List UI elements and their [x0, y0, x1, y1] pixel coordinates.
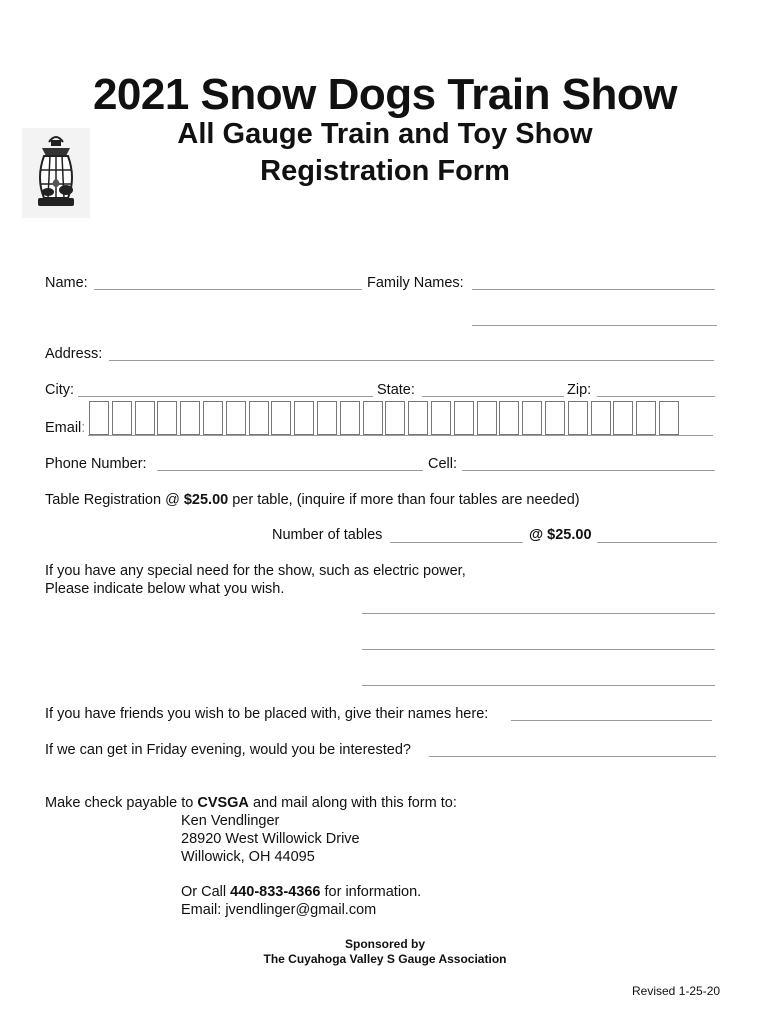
total-field[interactable] [597, 542, 717, 543]
email-char-box[interactable] [180, 401, 200, 435]
form-subtitle: All Gauge Train and Toy Show [177, 118, 593, 150]
special-need-field-2[interactable] [362, 649, 715, 650]
name-label: Name: [45, 275, 88, 291]
email-char-box[interactable] [659, 401, 679, 435]
address-label: Address: [45, 346, 103, 362]
family-names-label: Family Names: [367, 275, 464, 291]
email-char-box[interactable] [545, 401, 565, 435]
mail-name: Ken Vendlinger [181, 813, 280, 829]
table-registration-text: Table Registration @ $25.00 per table, (inquire if more than four tables are needed) [45, 492, 580, 508]
special-need-text: If you have any special need for the show, such as electric power, [45, 563, 466, 579]
city-field[interactable] [78, 396, 373, 397]
payment-instructions: Make check payable to CVSGA and mail along with this form to: [45, 795, 457, 811]
number-of-tables-field[interactable] [390, 542, 523, 543]
sponsor-name: The Cuyahoga Valley S Gauge Association [263, 952, 507, 966]
email-char-box[interactable] [89, 401, 109, 435]
email-char-box[interactable] [340, 401, 360, 435]
zip-field[interactable] [597, 396, 715, 397]
phone-label: Phone Number: [45, 456, 147, 472]
email-char-box[interactable] [385, 401, 405, 435]
form-heading: Registration Form [260, 155, 510, 187]
phone-field[interactable] [157, 470, 423, 471]
email-char-box[interactable] [271, 401, 291, 435]
email-field[interactable] [89, 401, 682, 435]
email-char-box[interactable] [157, 401, 177, 435]
email-char-box[interactable] [249, 401, 269, 435]
email-char-box[interactable] [636, 401, 656, 435]
email-char-box[interactable] [294, 401, 314, 435]
price-per-table: @ $25.00 [529, 527, 592, 543]
state-label: State: [377, 382, 415, 398]
email-char-box[interactable] [454, 401, 474, 435]
email-label: Email: [45, 420, 86, 436]
city-label: City: [45, 382, 74, 398]
family-names-field-2[interactable] [472, 325, 717, 326]
revision-date: Revised 1-25-20 [632, 984, 721, 998]
lantern-icon [22, 128, 90, 218]
contact-email: Email: jvendlinger@gmail.com [181, 902, 377, 918]
family-names-field[interactable] [472, 289, 715, 290]
friends-label: If you have friends you wish to be placed with, give their names here: [45, 706, 489, 722]
email-char-box[interactable] [226, 401, 246, 435]
name-field[interactable] [94, 289, 362, 290]
email-char-box[interactable] [203, 401, 223, 435]
friday-label: If we can get in Friday evening, would you be interested? [45, 742, 411, 758]
call-info: Or Call 440-833-4366 for information. [181, 884, 422, 900]
number-of-tables-label: Number of tables [272, 527, 383, 543]
state-field[interactable] [422, 396, 564, 397]
cell-label: Cell: [428, 456, 458, 472]
zip-label: Zip: [567, 382, 592, 398]
mail-city: Willowick, OH 44095 [181, 849, 315, 865]
special-need-field-3[interactable] [362, 685, 715, 686]
special-need-field-1[interactable] [362, 613, 715, 614]
form-title: 2021 Snow Dogs Train Show [92, 70, 678, 119]
email-char-box[interactable] [363, 401, 383, 435]
friday-field[interactable] [429, 756, 716, 757]
email-char-box[interactable] [135, 401, 155, 435]
friends-field[interactable] [511, 720, 712, 721]
special-need-instruction: Please indicate below what you wish. [45, 581, 285, 597]
email-char-box[interactable] [499, 401, 519, 435]
email-char-box[interactable] [317, 401, 337, 435]
email-char-box[interactable] [568, 401, 588, 435]
email-underline [88, 435, 713, 436]
email-char-box[interactable] [477, 401, 497, 435]
email-char-box[interactable] [522, 401, 542, 435]
cell-field[interactable] [462, 470, 715, 471]
email-char-box[interactable] [112, 401, 132, 435]
sponsored-by: Sponsored by [344, 937, 425, 951]
email-char-box[interactable] [613, 401, 633, 435]
address-field[interactable] [109, 360, 714, 361]
email-char-box[interactable] [591, 401, 611, 435]
email-char-box[interactable] [431, 401, 451, 435]
mail-street: 28920 West Willowick Drive [181, 831, 360, 847]
email-char-box[interactable] [408, 401, 428, 435]
